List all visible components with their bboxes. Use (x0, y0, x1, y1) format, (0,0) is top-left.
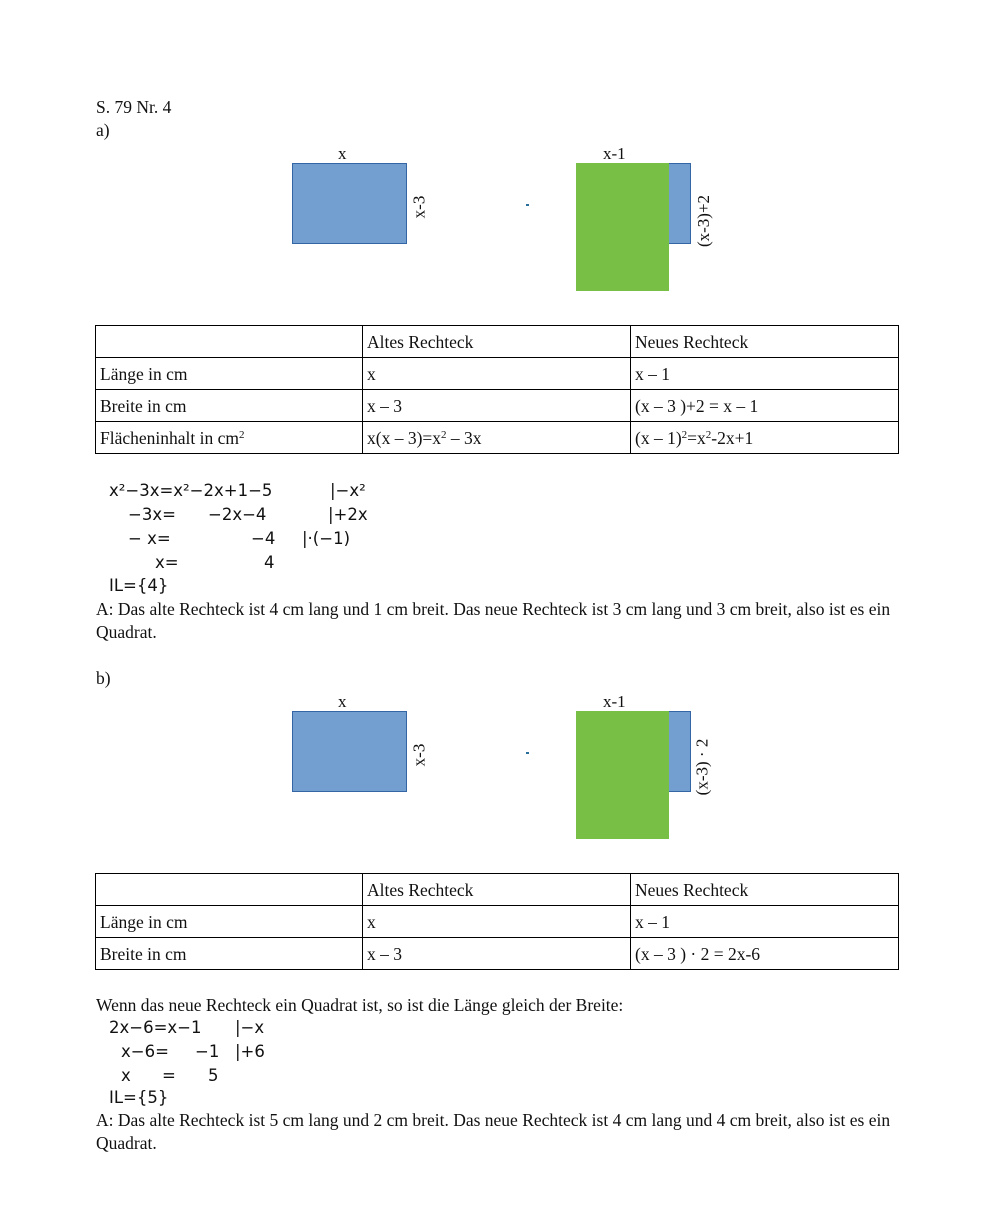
new-rect-length-label: x-1 (603, 144, 626, 163)
separator-dot (526, 204, 529, 206)
table-header-row (96, 326, 899, 358)
equation-operation: |·(−1) (302, 529, 351, 548)
table-cell: Altes Rechteck (363, 874, 631, 906)
equation-rhs: −1 (195, 1042, 220, 1061)
table-cell: $(x - 1)^2=x^2-2x+1$ (631, 422, 899, 454)
solution-set: IL={4} (109, 576, 169, 595)
table-cell: (x – 3 )+2 = x – 1 (631, 390, 899, 422)
part-b-label: b) (96, 668, 111, 688)
table-cell: $x(x - 3)=x^2 - 3x$ (363, 422, 631, 454)
part-a-label: a) (96, 120, 110, 140)
equation-equals: = (162, 1066, 176, 1085)
table-cell: x (363, 906, 631, 938)
table-cell: x – 1 (631, 358, 899, 390)
new-rect-width-label: (x-3)+2 (694, 194, 714, 248)
equation-line: x= (155, 553, 179, 572)
table-row (96, 422, 899, 454)
exercise-heading: S. 79 Nr. 4 (96, 97, 172, 117)
table-header-row (96, 874, 899, 906)
table-cell: Länge in cm (96, 906, 363, 938)
table-cell: Breite in cm (96, 390, 363, 422)
new-rect-width-label: (x-3) · 2 (692, 738, 712, 796)
old-rectangle (292, 163, 407, 244)
equation-operation: |−x² (330, 481, 366, 500)
table-cell: (x – 3 ) · 2 = 2x-6 (631, 938, 899, 970)
equation-rhs: −2x−4 (208, 505, 267, 524)
table-row (96, 390, 899, 422)
old-rectangle (292, 711, 407, 792)
table-b (95, 873, 899, 970)
equation-line: x (121, 1066, 131, 1085)
equation-operation: |+6 (235, 1042, 265, 1061)
table-cell: Neues Rechteck (631, 326, 899, 358)
answer-b: A: Das alte Rechteck ist 5 cm lang und 2 cm breit. Das neue Rechteck ist 4 cm lang und 4 cm breit, also ist es ein Quadrat. (96, 1110, 891, 1153)
old-rect-width-label: x-3 (409, 195, 429, 219)
table-cell: Flächeninhalt in $cm^2$ (96, 422, 363, 454)
table-cell: x – 3 (363, 938, 631, 970)
new-rect-length-label: x-1 (603, 692, 626, 711)
equation-rhs: 5 (208, 1066, 219, 1085)
table-cell: Länge in cm (96, 358, 363, 390)
old-rect-length-label: x (338, 144, 347, 163)
old-rect-length-label: x (338, 692, 347, 711)
equation-line: x²−3x=x²−2x+1−5 (109, 481, 273, 500)
equation-rhs: −4 (251, 529, 276, 548)
table-cell: x – 1 (631, 906, 899, 938)
old-rect-width-label: x-3 (409, 743, 429, 767)
solution-set: IL={5} (109, 1088, 169, 1107)
equation-line: − x= (128, 529, 171, 548)
table-cell: Altes Rechteck (363, 326, 631, 358)
equation-operation: |+2x (328, 505, 368, 524)
table-cell: x – 3 (363, 390, 631, 422)
equation-line: 2x−6=x−1 (109, 1018, 202, 1037)
table-cell: x (363, 358, 631, 390)
equation-rhs: 4 (264, 553, 275, 572)
new-rectangle (576, 163, 669, 291)
new-rectangle (576, 711, 669, 839)
equation-line: x−6= (121, 1042, 169, 1061)
table-row (96, 906, 899, 938)
table-cell: Breite in cm (96, 938, 363, 970)
table-cell (96, 326, 363, 358)
table-cell: Neues Rechteck (631, 874, 899, 906)
table-row (96, 938, 899, 970)
table-cell (96, 874, 363, 906)
equation-operation: |−x (235, 1018, 265, 1037)
table-a (95, 325, 899, 454)
separator-dot (526, 752, 529, 754)
equation-line: −3x= (128, 505, 176, 524)
intro-b: Wenn das neue Rechteck ein Quadrat ist, so ist die Länge gleich der Breite: (96, 995, 624, 1015)
table-row (96, 358, 899, 390)
answer-a: A: Das alte Rechteck ist 4 cm lang und 1 cm breit. Das neue Rechteck ist 3 cm lang und 3 cm breit, also ist es ein Quadrat. (96, 599, 891, 642)
